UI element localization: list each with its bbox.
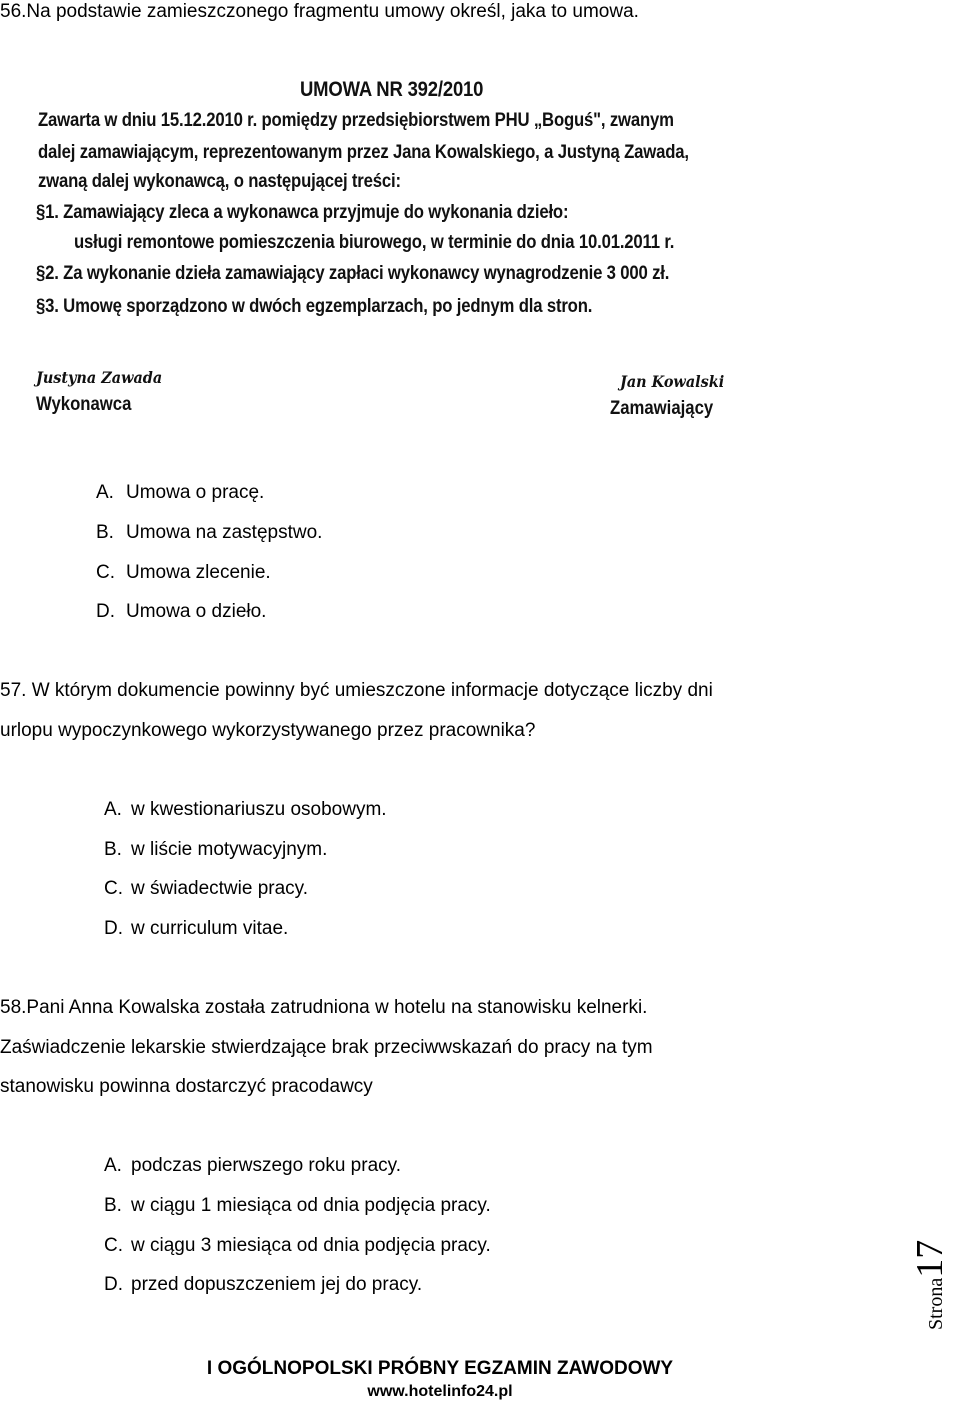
- question-58-line-2: Zaświadczenie lekarskie stwierdzające brak przeciwwskazań do pracy na tym: [0, 1037, 653, 1058]
- page-word: Strona: [925, 1277, 947, 1330]
- question-58-line-3: stanowisku powinna dostarczyć pracodawcy: [0, 1076, 373, 1097]
- client-signature: Jan Kowalski: [620, 372, 725, 391]
- question-58-line-1: 58.Pani Anna Kowalska została zatrudniona w hotelu na stanowisku kelnerki.: [0, 997, 648, 1018]
- page-number: 17: [909, 1239, 951, 1278]
- question-57-line-1: 57. W którym dokumencie powinny być umieszczone informacje dotyczące liczby dni: [0, 680, 713, 701]
- contract-line: zwaną dalej wykonawcą, o następującej treści:: [38, 171, 401, 192]
- contract-paragraph-2: §2. Za wykonanie dzieła zamawiający zapłaci wykonawcy wynagrodzenie 3 000 zł.: [36, 263, 670, 284]
- q56-option-b: B. Umowa na zastępstwo.: [96, 522, 323, 543]
- footer-title: I OGÓLNOPOLSKI PRÓBNY EGZAMIN ZAWODOWY: [206, 1358, 674, 1379]
- contract-paragraph-3: §3. Umowę sporządzono w dwóch egzemplarzach, po jednym dla stron.: [36, 296, 593, 317]
- contractor-role: Wykonawca: [36, 394, 132, 415]
- footer-url[interactable]: www.hotelinfo24.pl: [367, 1383, 513, 1400]
- contract-line: dalej zamawiającym, reprezentowanym przez Jana Kowalskiego, a Justyną Zawada,: [38, 142, 689, 163]
- q56-option-a: A. Umowa o pracę.: [96, 482, 265, 503]
- q58-option-b: B. w ciągu 1 miesiąca od dnia podjęcia pracy.: [104, 1195, 491, 1216]
- q58-option-d: D. przed dopuszczeniem jej do pracy.: [104, 1274, 423, 1295]
- question-56-header: 56.Na podstawie zamieszczonego fragmentu umowy określ, jaka to umowa.: [0, 1, 639, 22]
- q57-option-a: A. w kwestionariuszu osobowym.: [104, 799, 387, 820]
- q57-option-c: C. w świadectwie pracy.: [104, 878, 309, 899]
- q57-option-b: B. w liście motywacyjnym.: [104, 839, 328, 860]
- contract-line: usługi remontowe pomieszczenia biurowego, w terminie do dnia 10.01.2011 r.: [74, 232, 675, 253]
- page-number-label: [908, 1240, 952, 1330]
- contractor-signature: Justyna Zawada: [36, 368, 163, 387]
- q56-option-d: D. Umowa o dzieło.: [96, 601, 267, 622]
- contract-title: UMOWA NR 392/2010: [300, 78, 484, 101]
- contract-scan-image: [30, 58, 742, 428]
- contract-line: Zawarta w dniu 15.12.2010 r. pomiędzy przedsiębiorstwem PHU „Boguś", zwanym: [38, 110, 674, 131]
- q57-option-d: D. w curriculum vitae.: [104, 918, 289, 939]
- q58-option-a: A. podczas pierwszego roku pracy.: [104, 1155, 401, 1176]
- q58-option-c: C. w ciągu 3 miesiąca od dnia podjęcia pracy.: [104, 1235, 491, 1256]
- contract-paragraph-1: §1. Zamawiający zleca a wykonawca przyjmuje do wykonania dzieło:: [36, 202, 569, 223]
- client-role: Zamawiający: [610, 398, 714, 419]
- question-57-line-2: urlopu wypoczynkowego wykorzystywanego przez pracownika?: [0, 720, 536, 741]
- q56-option-c: C. Umowa zlecenie.: [96, 562, 271, 583]
